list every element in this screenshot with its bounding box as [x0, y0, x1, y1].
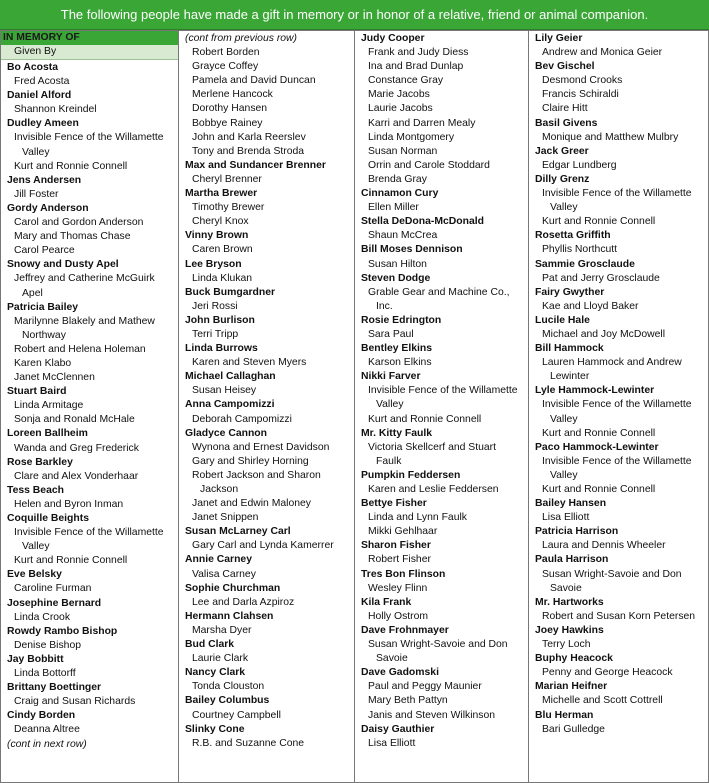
donor-name: Claire Hitt: [542, 103, 588, 115]
donor-name: Ina and Brad Dunlap: [368, 61, 464, 73]
donor-name: Pat and Jerry Grosclaude: [542, 272, 660, 284]
donor-name-continued: Valley: [22, 146, 50, 158]
donor-name: Robert and Susan Korn Petersen: [542, 610, 696, 622]
donor-name: Susan Hilton: [368, 258, 427, 270]
honoree-name: Bo Acosta: [7, 62, 58, 73]
honoree-name: Annie Carney: [185, 554, 252, 566]
honoree-name: Cinnamon Cury: [361, 188, 439, 200]
honoree-name: Bailey Hansen: [535, 498, 607, 510]
honoree-name: Jack Greer: [535, 145, 589, 157]
donor-name-continued: Jackson: [200, 484, 239, 495]
given-by-label: Given By: [1, 45, 178, 60]
donor-name: Lee and Darla Azpiroz: [192, 596, 295, 608]
donor-name-continued: Savoie: [376, 653, 408, 665]
honoree-name: Fairy Gwyther: [535, 286, 605, 298]
donor-name-continued: Faulk: [376, 455, 402, 467]
honoree-name: Patricia Harrison: [535, 526, 619, 538]
donor-name: Kae and Lloyd Baker: [542, 300, 639, 312]
honoree-name: Pumpkin Feddersen: [361, 469, 461, 481]
donor-name: Marilynne Blakely and Mathew: [14, 315, 155, 327]
donor-name: Lisa Elliott: [368, 737, 416, 749]
honoree-name: Dudley Ameen: [7, 118, 79, 130]
donor-name: Tony and Brenda Stroda: [192, 145, 305, 157]
donor-name: Craig and Susan Richards: [14, 696, 136, 708]
donor-name: Michael and Joy McDowell: [542, 328, 666, 340]
donor-name: Andrew and Monica Geier: [542, 47, 663, 59]
donor-name: R.B. and Suzanne Cone: [192, 737, 305, 749]
honoree-name: Rowdy Rambo Bishop: [7, 625, 118, 637]
donor-name: Karri and Darren Mealy: [368, 117, 476, 129]
donor-name: Francis Schiraldi: [542, 89, 619, 101]
donor-name: Desmond Crooks: [542, 75, 623, 87]
honoree-name: Anna Campomizzi: [185, 399, 275, 411]
donor-name: Janet and Edwin Maloney: [192, 498, 311, 510]
donor-name: Penny and George Heacock: [542, 667, 673, 679]
honoree-name: Eve Belsky: [7, 569, 62, 581]
donor-name: Kurt and Ronnie Connell: [14, 160, 128, 172]
honoree-name: John Burlison: [185, 314, 255, 326]
honoree-name: Vinny Brown: [185, 230, 249, 242]
memorial-table: [0, 30, 709, 783]
honoree-name: Paco Hammock-Lewinter: [535, 441, 659, 453]
honoree-name: Judy Cooper: [361, 33, 425, 44]
donor-name: Holly Ostrom: [368, 610, 429, 622]
donor-name: Susan Wright-Savoie and Don: [542, 568, 682, 580]
donor-name: Linda Armitage: [14, 400, 84, 412]
donor-name: Susan Norman: [368, 145, 438, 157]
donor-name: Robert and Helena Holeman: [14, 343, 146, 355]
honoree-name: Daniel Alford: [7, 90, 72, 102]
column-4[interactable]: [529, 31, 708, 782]
honoree-name: Blu Herman: [535, 709, 594, 721]
honoree-name: Linda Burrows: [185, 343, 258, 355]
column-3[interactable]: [355, 31, 529, 782]
donor-name: Cheryl Brenner: [192, 173, 262, 185]
donor-name: Marsha Dyer: [192, 624, 252, 636]
honoree-name: Dilly Grenz: [535, 173, 590, 185]
honoree-name: Bailey Columbus: [185, 695, 270, 707]
donor-name: Janet McClennen: [14, 372, 95, 384]
honoree-name: Jens Andersen: [7, 174, 82, 186]
honoree-name: Snowy and Dusty Apel: [7, 259, 119, 271]
honoree-name: Martha Brewer: [185, 188, 258, 200]
donor-name: Linda Klukan: [192, 272, 253, 284]
honoree-name: Gordy Anderson: [7, 202, 89, 214]
honoree-name: Paula Harrison: [535, 554, 609, 566]
donor-name-continued: Valley: [22, 541, 50, 553]
donor-name-continued: Valley: [550, 202, 578, 214]
donor-name: Invisible Fence of the Willamette: [368, 385, 518, 397]
honoree-name: Bill Moses Dennison: [361, 244, 463, 256]
honoree-name: Tess Beach: [7, 484, 64, 496]
donor-name: Merlene Hancock: [192, 89, 273, 101]
donor-name: Kurt and Ronnie Connell: [14, 555, 128, 567]
donor-name: Helen and Byron Inman: [14, 498, 124, 510]
honoree-name: Steven Dodge: [361, 272, 431, 284]
donor-name: Brenda Gray: [368, 173, 427, 185]
donor-name: Susan Heisey: [192, 385, 257, 397]
header-banner: [0, 0, 709, 30]
donor-name: Courtney Campbell: [192, 709, 281, 721]
donor-name: Invisible Fence of the Willamette: [542, 455, 692, 467]
donor-name: Grable Gear and Machine Co.,: [368, 286, 510, 298]
donor-name: Ellen Miller: [368, 202, 419, 214]
donor-name: Janis and Steven Wilkinson: [368, 709, 496, 721]
honoree-name: Marian Heifner: [535, 681, 608, 693]
honoree-name: Daisy Gauthier: [361, 723, 435, 735]
section-heading: IN MEMORY OF: [1, 31, 178, 45]
donor-name: Laurie Clark: [192, 653, 249, 665]
donor-name: Monique and Matthew Mulbry: [542, 131, 679, 143]
donor-name: Timothy Brewer: [192, 202, 265, 214]
donor-name: Mikki Gehlhaar: [368, 526, 438, 538]
donor-name: Valisa Carney: [192, 568, 256, 580]
donor-name: Linda Bottorff: [14, 668, 76, 680]
donor-name: Paul and Peggy Maunier: [368, 681, 482, 693]
donor-name: Kurt and Ronnie Connell: [542, 484, 656, 495]
donor-name: Susan Wright-Savoie and Don: [368, 639, 508, 651]
donor-name: Invisible Fence of the Willamette: [14, 527, 164, 539]
donor-name: Janet Snippen: [192, 512, 259, 524]
donor-name: Linda Crook: [14, 611, 71, 623]
donor-name: Mary and Thomas Chase: [14, 231, 131, 243]
donor-name: Mary Beth Pattyn: [368, 695, 448, 707]
donor-name: Denise Bishop: [14, 639, 82, 651]
honoree-name: Mr. Hartworks: [535, 596, 604, 608]
donor-name: Wynona and Ernest Davidson: [192, 441, 330, 453]
honoree-name: Lucile Hale: [535, 314, 590, 326]
honoree-name: Stuart Baird: [7, 386, 67, 398]
donor-name: Karen and Leslie Feddersen: [368, 484, 499, 495]
donor-name: Karen and Steven Myers: [192, 357, 307, 369]
honoree-name: Josephine Bernard: [7, 597, 102, 609]
honoree-name: Buck Bumgardner: [185, 286, 276, 298]
donor-name: Karen Klabo: [14, 357, 72, 369]
honoree-name: Joey Hawkins: [535, 624, 604, 636]
honoree-name: Max and Sundancer Brenner: [185, 159, 326, 171]
donor-name-continued: Apel: [22, 287, 43, 299]
donor-name-continued: Valley: [376, 399, 404, 411]
donor-name-continued: Valley: [550, 413, 578, 425]
honoree-name: Rose Barkley: [7, 456, 73, 468]
honoree-name: Bud Clark: [185, 639, 235, 651]
honoree-name: Dave Gadomski: [361, 667, 439, 679]
continuation-note: (cont in next row): [7, 738, 87, 750]
honoree-name: Cindy Borden: [7, 710, 76, 722]
donor-name-continued: Valley: [550, 469, 578, 481]
donor-name: Deborah Campomizzi: [192, 413, 292, 425]
honoree-name: Susan McLarney Carl: [185, 526, 291, 538]
honoree-name: Tres Bon Flinson: [361, 568, 446, 580]
honoree-name: Rosetta Griffith: [535, 230, 611, 242]
donor-name: Jeffrey and Catherine McGuirk: [14, 273, 155, 285]
donor-name: Invisible Fence of the Willamette: [542, 399, 692, 411]
column-2[interactable]: [179, 31, 355, 782]
honoree-name: Coquille Beights: [7, 513, 89, 524]
honoree-name: Michael Callaghan: [185, 371, 276, 383]
honoree-name: Gladyce Cannon: [185, 427, 267, 439]
honoree-name: Mr. Kitty Faulk: [361, 427, 433, 439]
donor-name: Lisa Elliott: [542, 512, 590, 524]
donor-name: Dorothy Hansen: [192, 103, 268, 115]
donor-name: Wanda and Greg Frederick: [14, 442, 139, 454]
honoree-name: Kila Frank: [361, 596, 412, 608]
donor-name: Caren Brown: [192, 244, 253, 256]
honoree-name: Brittany Boettinger: [7, 682, 102, 694]
honoree-name: Dave Frohnmayer: [361, 624, 449, 636]
donor-name: Michelle and Scott Cottrell: [542, 695, 663, 707]
donor-name: Invisible Fence of the Willamette: [14, 132, 164, 144]
donor-name: Shaun McCrea: [368, 230, 438, 242]
donor-name: Carol Pearce: [14, 245, 75, 257]
donor-name: Laura and Dennis Wheeler: [542, 540, 666, 552]
donor-name: Bari Gulledge: [542, 723, 605, 735]
honoree-name: Nikki Farver: [361, 371, 421, 383]
donor-name-continued: Savoie: [550, 582, 582, 594]
donor-name: Sonja and Ronald McHale: [14, 414, 135, 426]
donor-name: Gary Carl and Lynda Kamerrer: [192, 540, 334, 552]
donor-name: Edgar Lundberg: [542, 159, 617, 171]
column-1[interactable]: [1, 31, 179, 782]
honoree-name: Slinky Cone: [185, 723, 245, 735]
donor-name: Sara Paul: [368, 328, 414, 340]
honoree-name: Lee Bryson: [185, 258, 242, 270]
honoree-name: Buphy Heacock: [535, 653, 613, 665]
donor-name: Linda Montgomery: [368, 131, 455, 143]
honoree-name: Basil Givens: [535, 117, 598, 129]
donor-name: Wesley Flinn: [368, 582, 428, 594]
banner-text: The following people have made a gift in memory or in honor of a relative, friend or animal companion.: [60, 7, 649, 22]
honoree-name: Nancy Clark: [185, 667, 246, 679]
honoree-name: Sharon Fisher: [361, 540, 431, 552]
honoree-name: Bettye Fisher: [361, 498, 427, 510]
donor-name-continued: Lewinter: [550, 371, 590, 383]
donor-name: Invisible Fence of the Willamette: [542, 188, 692, 200]
donor-name: Kurt and Ronnie Connell: [542, 216, 656, 228]
donor-name: Frank and Judy Diess: [368, 47, 469, 59]
honoree-name: Loreen Ballheim: [7, 428, 88, 440]
donor-name: Jill Foster: [14, 188, 59, 200]
donor-name: Terri Tripp: [192, 328, 239, 340]
donor-name: Clare and Alex Vonderhaar: [14, 470, 139, 482]
donor-name: Gary and Shirley Horning: [192, 455, 309, 467]
honoree-name: Rosie Edrington: [361, 314, 442, 326]
honoree-name: Lyle Hammock-Lewinter: [535, 385, 655, 397]
donor-name: Kurt and Ronnie Connell: [542, 427, 656, 439]
donor-name: Robert Borden: [192, 47, 260, 59]
honoree-name: Lily Geier: [535, 33, 583, 44]
honoree-name: Bill Hammock: [535, 343, 604, 355]
donor-name: Shannon Kreindel: [14, 104, 97, 116]
donor-name: Constance Gray: [368, 75, 444, 87]
donor-name: Phyllis Northcutt: [542, 244, 618, 256]
donor-name: Carol and Gordon Anderson: [14, 217, 144, 229]
donor-name: Linda and Lynn Faulk: [368, 512, 467, 524]
donor-name: Deanna Altree: [14, 724, 80, 736]
honoree-name: Bev Gischel: [535, 61, 595, 73]
honoree-name: Sophie Churchman: [185, 582, 281, 594]
donor-name: Robert Jackson and Sharon: [192, 469, 321, 481]
honoree-name: Jay Bobbitt: [7, 653, 64, 665]
donor-name: Grayce Coffey: [192, 61, 259, 73]
donor-name: Fred Acosta: [14, 76, 70, 88]
donor-name: Robert Fisher: [368, 554, 431, 566]
donor-name-continued: Northway: [22, 329, 66, 341]
donor-name: John and Karla Reerslev: [192, 131, 306, 143]
donor-name: Bobbye Rainey: [192, 117, 263, 129]
donor-name-continued: Inc.: [376, 300, 393, 312]
honoree-name: Patricia Bailey: [7, 301, 79, 313]
honoree-name: Stella DeDona-McDonald: [361, 216, 484, 228]
donor-name: Pamela and David Duncan: [192, 75, 316, 87]
donor-name: Karson Elkins: [368, 357, 432, 369]
honoree-name: Hermann Clahsen: [185, 610, 274, 622]
donor-name: Terry Loch: [542, 639, 591, 651]
donor-name: Tonda Clouston: [192, 681, 265, 693]
continuation-note: (cont from previous row): [185, 33, 298, 44]
donor-name: Orrin and Carole Stoddard: [368, 159, 490, 171]
donor-name: Jeri Rossi: [192, 300, 238, 312]
donor-name: Marie Jacobs: [368, 89, 430, 101]
donor-name: Caroline Furman: [14, 583, 92, 595]
donor-name: Cheryl Knox: [192, 216, 249, 228]
donor-name: Lauren Hammock and Andrew: [542, 357, 682, 369]
honoree-name: Bentley Elkins: [361, 343, 433, 355]
donor-name: Laurie Jacobs: [368, 103, 433, 115]
donor-name: Kurt and Ronnie Connell: [368, 413, 482, 425]
donor-name: Victoria Skellcerf and Stuart: [368, 441, 497, 453]
honoree-name: Sammie Grosclaude: [535, 258, 635, 270]
